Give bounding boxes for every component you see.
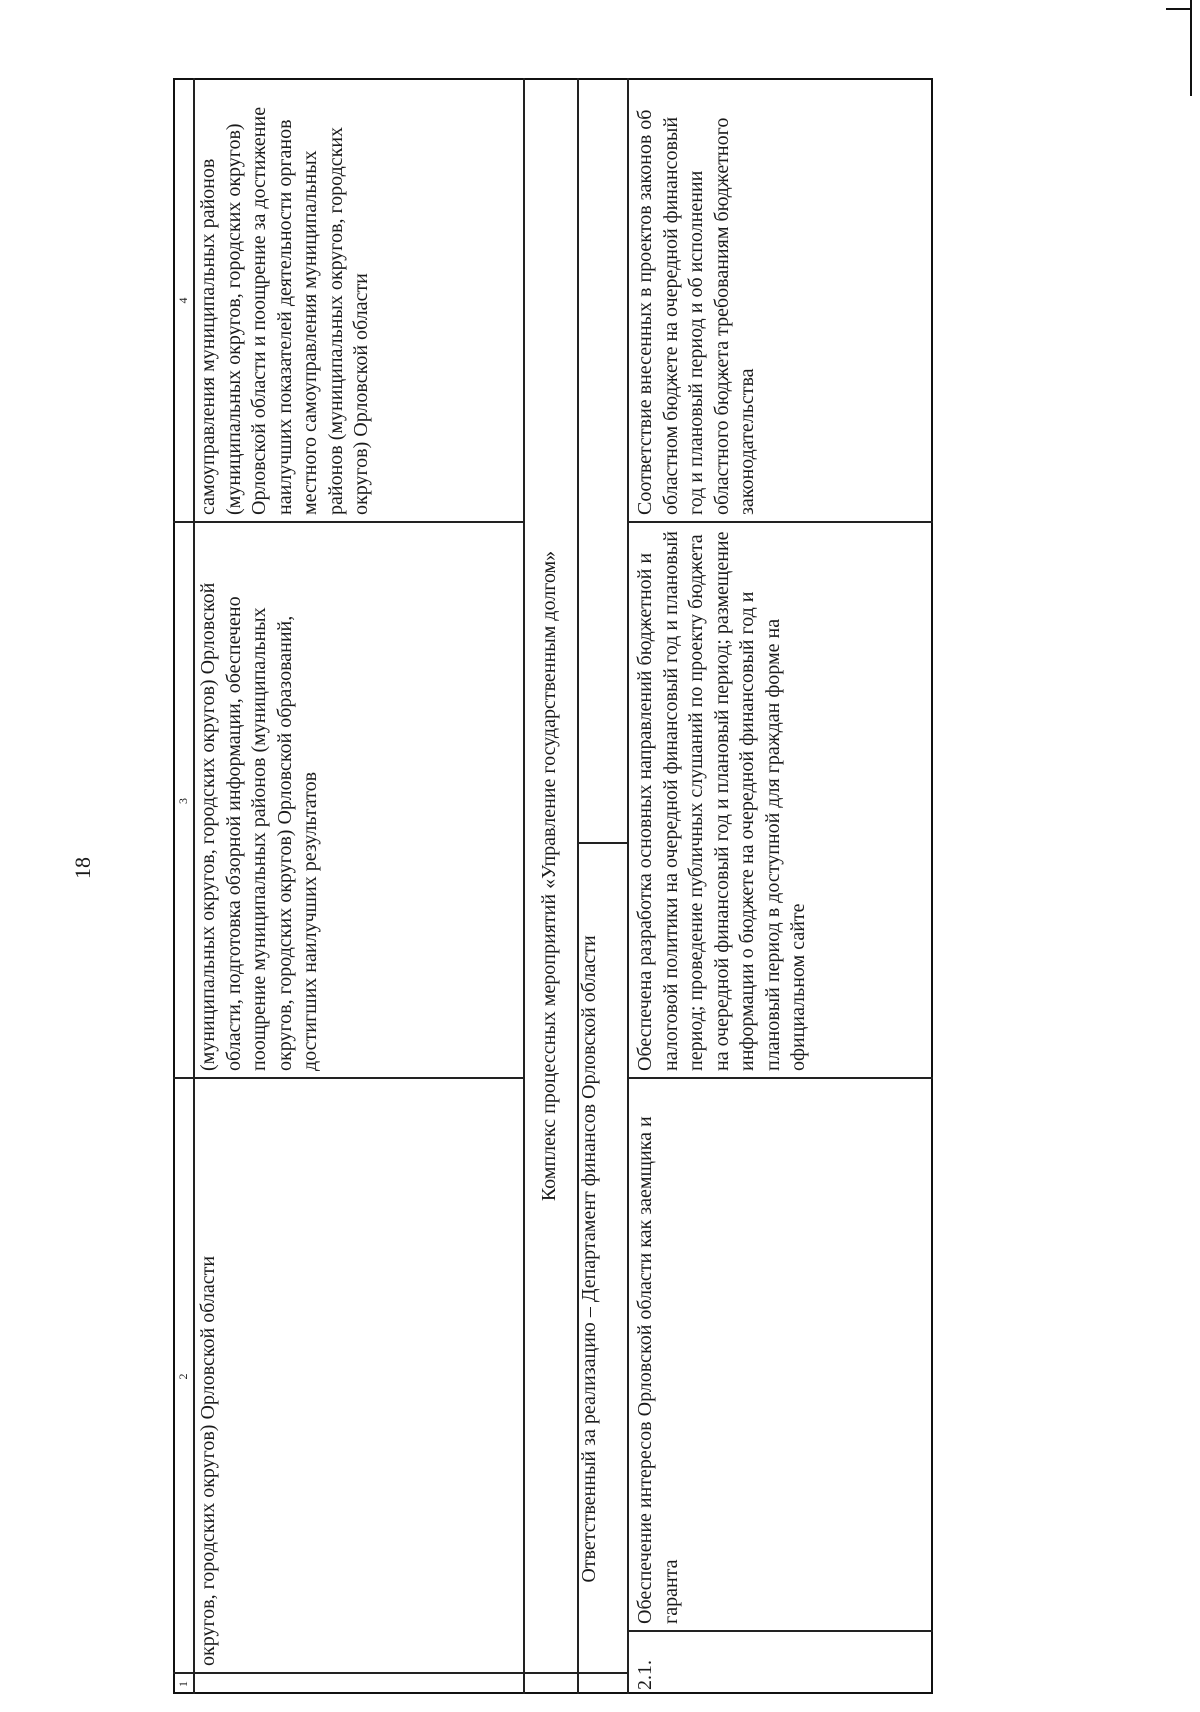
- row-2-1-description: Обеспечена разработка основных направлений бюджетной и налоговой политики на очередной финансовый год и плановый период; проведение публичных слушаний по проекту бюджета на очередной финансовый год и плановый период; размещение информации о бюджете на очередной финансовый год и плановый период в доступной для граждан форме на официальном сайте: [634, 531, 809, 1071]
- col-header-2: 2: [176, 1373, 190, 1380]
- complex-title: Комплекс процессных мероприятий «Управление государственным долгом»: [538, 550, 560, 1202]
- table-rule: [627, 1631, 933, 1633]
- table-rule: [627, 522, 933, 524]
- col-header-4: 4: [176, 297, 190, 304]
- table-rule: [173, 1078, 523, 1080]
- scan-edge-mark-top: [1166, 8, 1192, 10]
- cont-row-col3: (муниципальных округов, городских округов) Орловской области, подготовка обзорной информации, обеспечено поощрение муниципальных районов (муниципальных округов, городских округов) Орловской образований, достигших наилучших результатов: [197, 582, 321, 1071]
- row-2-1-number: 2.1.: [634, 1660, 656, 1690]
- table-rule: [173, 522, 523, 524]
- table-rule: [577, 78, 579, 1694]
- row-2-1-indicator: Соответствие внесенных в проектов законов об областном бюджете на очередной финансовый год и плановый период и об исполнении областного бюджета требованиям бюджетного законодательства: [634, 109, 758, 515]
- rotated-table: [173, 78, 933, 1694]
- table-rule: [577, 843, 627, 845]
- col-header-1: 1: [176, 1681, 190, 1687]
- table-rule: [193, 78, 195, 1694]
- table-rule: [173, 1673, 627, 1675]
- page-number: 18: [70, 857, 95, 879]
- col-header-3: 3: [176, 798, 190, 804]
- responsible-row: Ответственный за реализацию – Департамент финансов Орловской области: [578, 935, 600, 1583]
- row-2-1-task: Обеспечение интересов Орловской области как заемщика и гаранта: [634, 1116, 682, 1624]
- scan-edge-mark: [1190, 0, 1192, 96]
- table-rule: [523, 78, 525, 1694]
- cont-row-col4: самоуправления муниципальных районов (муниципальных округов, городских округов) Орловской области и поощрение за достижение наилучших показателей деятельности органов местного самоуправления муниципальных районов (муниципальных округов, городских округов) Орловской области: [197, 106, 372, 515]
- cont-row-col2: округов, городских округов) Орловской области: [197, 1255, 219, 1666]
- table-rule: [627, 78, 629, 1694]
- table-rule: [627, 1078, 933, 1080]
